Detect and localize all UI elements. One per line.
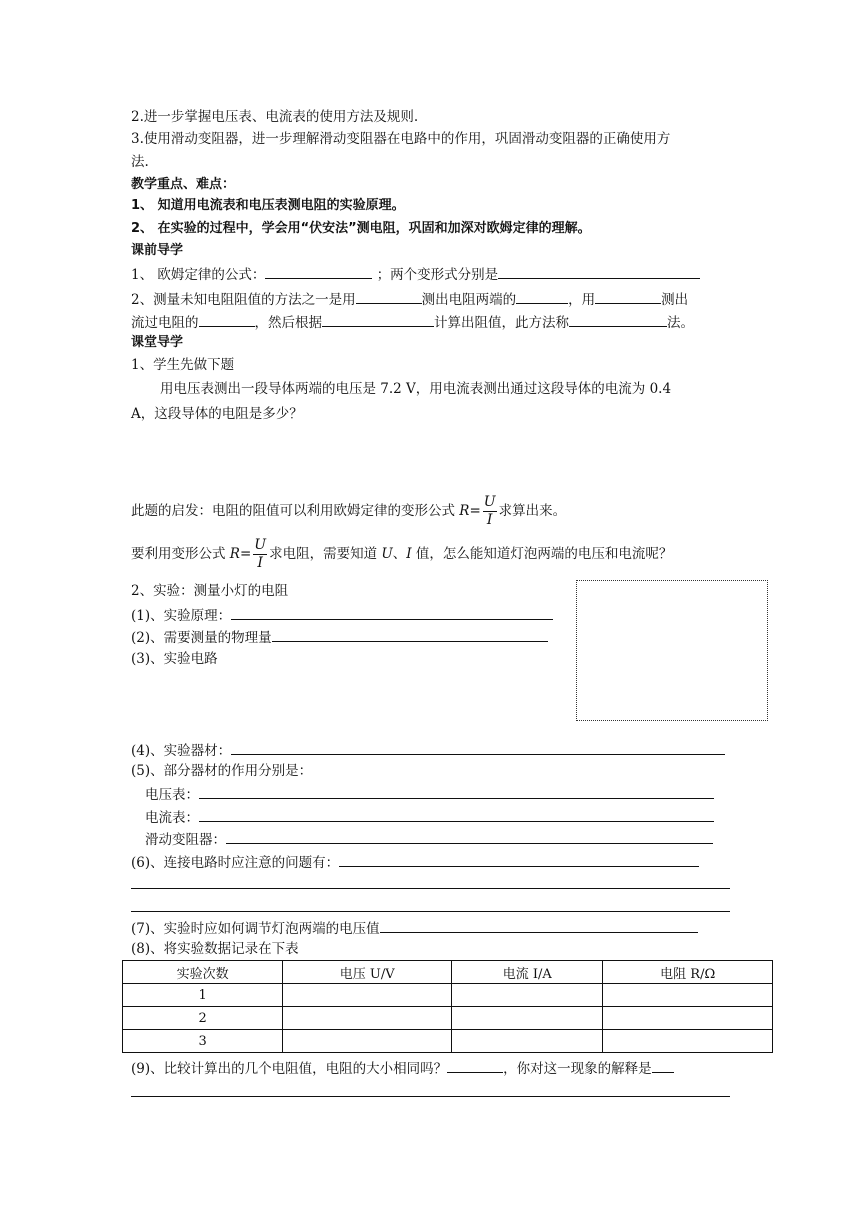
formula-denominator-2: I	[257, 555, 263, 571]
voltage-cell[interactable]	[283, 1007, 452, 1030]
compare-text-b: ，你对这一现象的解释是	[503, 1061, 652, 1077]
rheostat-line	[145, 829, 713, 849]
adjust-label: (7)、实验时应如何调节灯泡两端的电压值	[131, 921, 380, 937]
voltage-cell[interactable]	[283, 1030, 452, 1053]
blank-method[interactable]	[569, 312, 667, 327]
trial-cell: 2	[123, 1007, 283, 1030]
insight-line	[131, 494, 566, 529]
var-u: U	[381, 546, 393, 562]
resistance-cell[interactable]	[603, 1030, 773, 1053]
record-label: (8)、将实验数据记录在下表	[131, 941, 299, 957]
key-points-heading: 教学重点、难点：	[131, 177, 236, 192]
blank-equipment[interactable]	[231, 740, 725, 755]
adjust-line	[131, 918, 698, 938]
resistance-cell[interactable]	[603, 984, 773, 1007]
blank-cautions[interactable]	[339, 852, 699, 867]
question-text-b: 求电阻，需要知道	[269, 546, 378, 562]
current-cell[interactable]	[452, 984, 603, 1007]
formula-numerator: U	[483, 494, 496, 510]
trial-cell: 1	[123, 984, 283, 1007]
cautions-label: (6)、连接电路时应注意的问题有：	[131, 855, 340, 871]
voltmeter-label: 电压表：	[145, 787, 199, 803]
ammeter-label: 电流表：	[145, 810, 199, 826]
blank-rheostat[interactable]	[226, 829, 713, 844]
insight-text-a: 此题的启发：电阻的阻值可以利用欧姆定律的变形公式	[131, 503, 455, 519]
q2-text-c: ，用	[568, 292, 596, 308]
objective-3-line2: 法.	[131, 154, 149, 170]
trial-cell: 3	[123, 1030, 283, 1053]
insight-text-b: 求算出来。	[498, 503, 567, 519]
blank-explain[interactable]	[652, 1058, 674, 1073]
blank-instrument-1[interactable]	[356, 289, 422, 304]
compare-line	[131, 1058, 674, 1078]
question-line	[131, 537, 672, 572]
formula-fraction-2	[253, 537, 267, 572]
formula-lhs: R=	[459, 503, 481, 519]
var-sep: 、	[392, 546, 407, 562]
formula-fraction	[483, 494, 497, 529]
current-cell[interactable]	[452, 1007, 603, 1030]
blank-formula[interactable]	[322, 312, 434, 327]
roles-label: (5)、部分器材的作用分别是：	[131, 763, 313, 779]
blank-instrument-2[interactable]	[595, 289, 661, 304]
col-current: 电流 I/A	[452, 961, 603, 984]
table-header-row	[123, 961, 773, 984]
rheostat-label: 滑动变阻器：	[145, 832, 226, 848]
voltmeter-line	[145, 784, 714, 804]
problem-line-2: A，这段导体的电阻是多少？	[131, 406, 303, 422]
formula-numerator-2: U	[254, 537, 267, 553]
answer-rule[interactable]	[131, 911, 730, 912]
objective-2: 2.进一步掌握电压表、电流表的使用方法及规则.	[131, 109, 419, 125]
q2-text-b: 测出电阻两端的	[421, 292, 517, 308]
pre-class-q2-line1	[131, 289, 688, 309]
problem-line-1: 用电压表测出一段导体两端的电压是 7.2 V，用电流表测出通过这段导体的电流为 0.4	[160, 381, 672, 397]
q1-label-a: 1、 欧姆定律的公式：	[131, 267, 266, 283]
key-point-1: 1、 知道用电流表和电压表测电阻的实验原理。	[131, 198, 405, 213]
resistance-cell[interactable]	[603, 1007, 773, 1030]
blank-quantity-1[interactable]	[516, 289, 568, 304]
pre-class-heading: 课前导学	[131, 243, 184, 258]
step-2: 2、实验：测量小灯的电阻	[131, 583, 289, 599]
equipment-label: (4)、实验器材：	[131, 743, 232, 759]
blank-same[interactable]	[447, 1058, 503, 1073]
blank-ohms-law[interactable]	[265, 264, 372, 279]
var-i: I	[406, 546, 412, 562]
question-text-c: 值，怎么能知道灯泡两端的电压和电流呢？	[415, 546, 673, 562]
blank-quantities[interactable]	[272, 627, 548, 642]
circuit-label: (3)、实验电路	[131, 651, 218, 667]
blank-voltmeter[interactable]	[199, 784, 714, 799]
equipment-line	[131, 740, 725, 760]
data-table	[122, 960, 773, 1053]
circuit-drawing-box[interactable]	[576, 580, 768, 721]
table-row	[123, 984, 773, 1007]
ammeter-line	[145, 807, 714, 827]
voltage-cell[interactable]	[283, 984, 452, 1007]
q2-text-e: 流过电阻的	[131, 315, 199, 331]
blank-ammeter[interactable]	[199, 807, 714, 822]
table-row	[123, 1007, 773, 1030]
formula-lhs-2: R=	[229, 546, 252, 562]
blank-variants[interactable]	[498, 264, 700, 279]
table-row	[123, 1030, 773, 1053]
q2-text-f: ，然后根据	[254, 315, 322, 331]
principle-line	[131, 605, 553, 625]
col-trial: 实验次数	[123, 961, 283, 984]
formula-denominator: I	[486, 512, 493, 528]
pre-class-q1	[131, 264, 700, 284]
in-class-heading: 课堂导学	[131, 335, 184, 350]
key-point-2: 2、 在实验的过程中，学会用“伏安法”测电阻，巩固和加深对欧姆定律的理解。	[131, 221, 591, 236]
objective-3-line1: 3.使用滑动变阻器，进一步理解滑动变阻器在电路中的作用，巩固滑动变阻器的正确使用方	[131, 131, 671, 147]
pre-class-q2-line2	[131, 312, 694, 332]
quantities-label: (2)、需要测量的物理量	[131, 630, 272, 646]
blank-quantity-2[interactable]	[199, 312, 255, 327]
blank-adjust[interactable]	[380, 918, 698, 933]
current-cell[interactable]	[452, 1030, 603, 1053]
principle-label: (1)、实验原理：	[131, 608, 232, 624]
col-resistance: 电阻 R/Ω	[603, 961, 773, 984]
answer-rule[interactable]	[131, 888, 730, 889]
compare-text-a: (9)、比较计算出的几个电阻值，电阻的大小相同吗？	[131, 1061, 448, 1077]
answer-rule[interactable]	[131, 1096, 730, 1097]
blank-principle[interactable]	[231, 605, 553, 620]
step-1: 1、学生先做下题	[131, 357, 235, 373]
q2-text-a: 2、测量未知电阻阻值的方法之一是用	[131, 292, 356, 308]
q1-label-b: ；两个变形式分别是	[376, 267, 499, 283]
q2-text-g: 计算出阻值，此方法称	[434, 315, 569, 331]
quantities-line	[131, 627, 548, 647]
cautions-line	[131, 852, 699, 872]
question-text-a: 要利用变形公式	[131, 546, 226, 562]
q2-text-h: 法。	[667, 315, 694, 331]
q2-text-d: 测出	[661, 292, 689, 308]
col-voltage: 电压 U/V	[283, 961, 452, 984]
